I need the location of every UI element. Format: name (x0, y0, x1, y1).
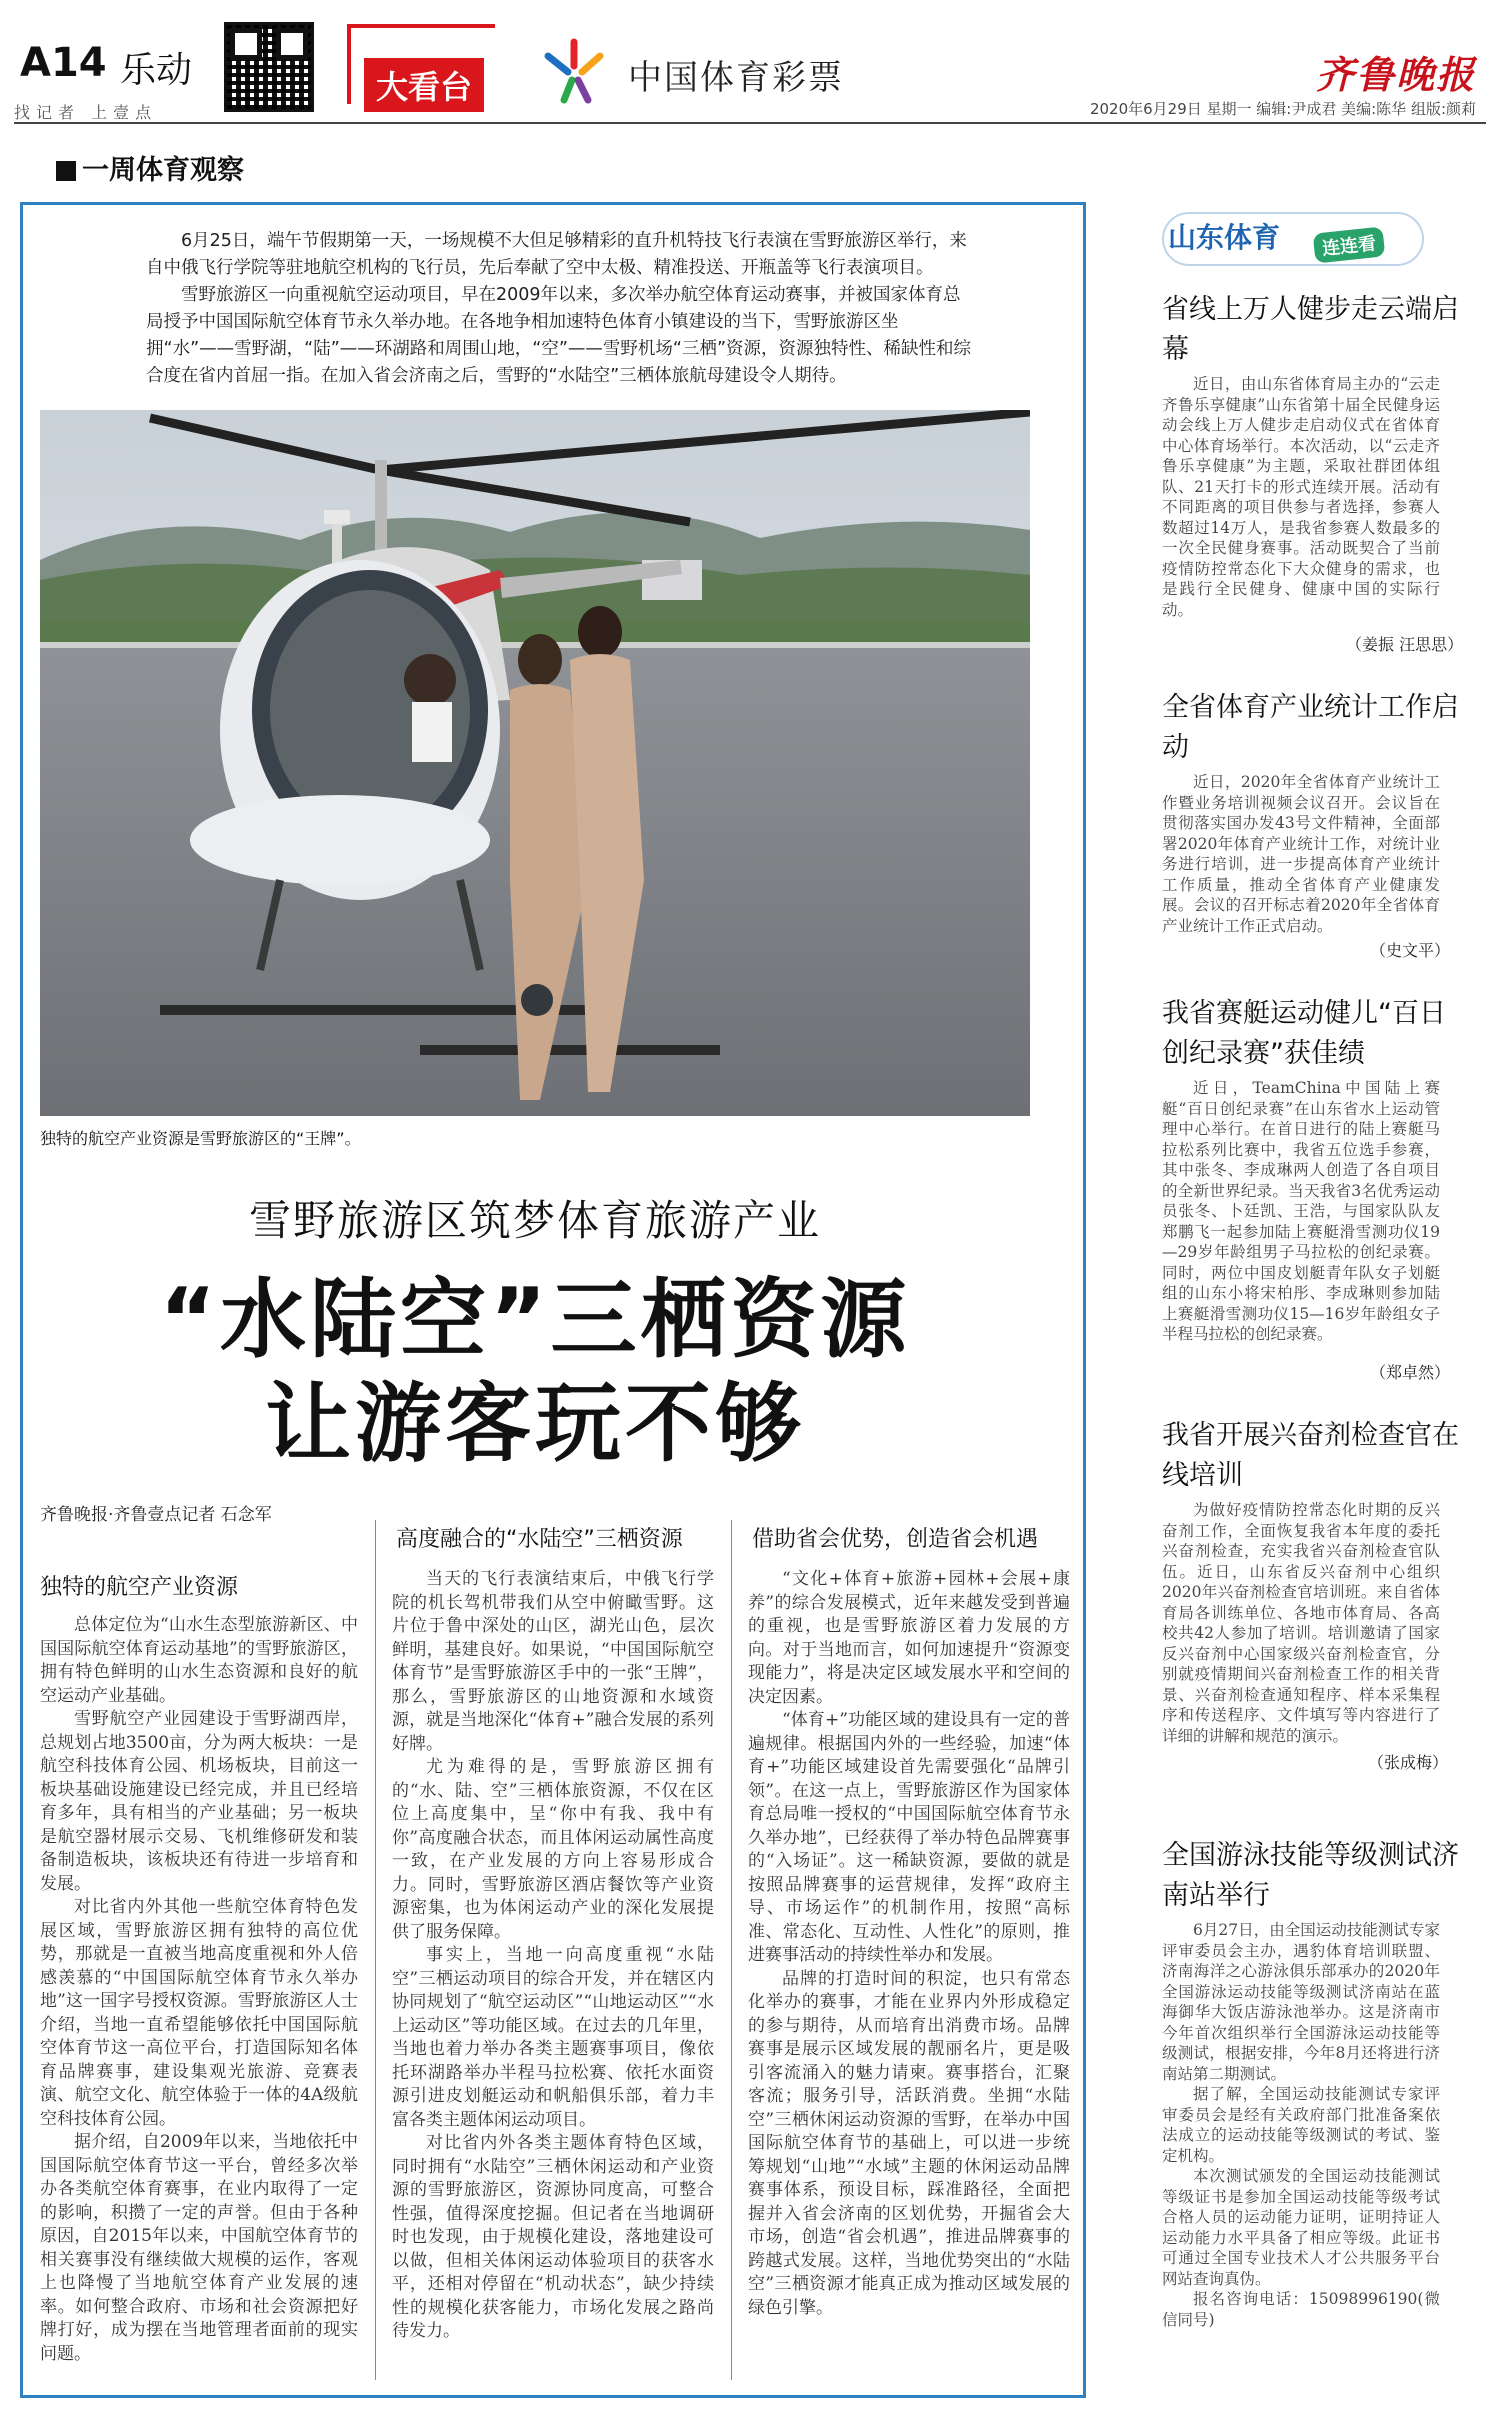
brief-title: 全国游泳技能等级测试济南站举行 (1162, 1840, 1459, 1911)
brief-body (1162, 374, 1440, 620)
col3-paragraph: 品牌的打造时间的积淀，也只有常态化举办的赛事，才能在业界内外形成稳定的参与期待，从而培育出消费市场。品牌赛事是展示区域发展的靓丽名片，更是吸引客流涌入的魅力请柬。赛事搭台，汇聚客流；服务引导，活跃消费。坐拥“水陆空”三栖休闲运动资源的雪野，在举办中国国际航空体育节的基础上，可以进一步统筹规划“山地”“水域”主题的休闲运动品牌赛事体系，预设目标，踩准路径，全面把握并入省会济南的区划优势，开掘省会大市场，创造“省会机遇”，推进品牌赛事的跨越式发展。这样，当地优势突出的“水陆空”三栖资源才能真正成为推动区域发展的绿色引擎。 (748, 1968, 1070, 2318)
headline-line-2: 让游客玩不够 (265, 1374, 805, 1474)
qr-code-icon[interactable] (224, 22, 314, 112)
col1-title: 独特的航空产业资源 (40, 1575, 239, 1600)
brief-title: 省线上万人健步走云端启幕 (1162, 294, 1459, 365)
sidebar-tag (1162, 212, 1424, 268)
col2-body (392, 1568, 714, 2344)
col1-paragraph: 雪野航空产业园建设于雪野湖西岸，总规划占地3500亩，分为两大板块：一是航空科技体育公园、机场板块，目前这一板块基础设施建设已经完成，并且已经培育多年，具有相当的产业基础；另一板块是航空器材展示交易、飞机维修研发和装备制造板块，该板块还有待进一步培育和发展。 (40, 1709, 358, 1894)
qr-caption: 找记者 上壹点 (14, 103, 158, 122)
column-rule (375, 1520, 376, 2380)
masthead-divider (14, 122, 1486, 124)
col1-body (40, 1614, 358, 2366)
section-name: 乐动 (120, 50, 193, 91)
col1-paragraph: 对比省内外其他一些航空体育特色发展区域，雪野旅游区拥有独特的高位优势，那就是一直被当地高度重视和外人倍感羡慕的“中国国际航空体育节永久举办地”这一国字号授权资源。雪野旅游区人士介绍，当地一直希望能够依托中国国际航空体育节这一高位平台，打造国际知名体育品牌赛事，建设集观光旅游、竞赛表演、航空文化、航空体验于一体的4A级航空科技体育公园。 (40, 1897, 358, 2129)
sidebar-tag-sub: 连连看 (1313, 226, 1386, 263)
col2-paragraph: 当天的飞行表演结束后，中俄飞行学院的机长驾机带我们从空中俯瞰雪野。这片位于鲁中深处的山区，湖光山色，层次鲜明，基建良好。如果说，“中国国际航空体育节”是雪野旅游区手中的一张“王牌”，那么，雪野旅游区的山地资源和水域资源，就是当地深化“体育+”融合发展的系列好牌。 (392, 1569, 714, 1754)
sub-headline: 雪野旅游区筑梦体育旅游产业 (248, 1196, 821, 1245)
dateline: 2020年6月29日 星期一 编辑:尹成君 美编:陈华 组版:颜莉 (1089, 100, 1476, 118)
brief-author: （郑卓然） (1370, 1363, 1451, 1382)
col2-paragraph: 对比省内外各类主题体育特色区域，同时拥有“水陆空”三栖休闲运动和产业资源的雪野旅游区，资源协同度高，可整合性强，值得深度挖掘。但记者在当地调研时也发现，由于规模化建设，落地建设可以做，但相关体闲运动体验项目的获客水平，还相对停留在“机动状态”，缺少持续性的规模化获客能力，市场化发展之路尚待发力。 (392, 2133, 714, 2341)
brief-body (1162, 1920, 1440, 2330)
lottery-name: 中国体育彩票 (628, 58, 844, 98)
brief-author: （张成梅） (1368, 1753, 1449, 1772)
brief-body (1162, 772, 1440, 936)
intro-paragraph: 6月25日，端午节假期第一天，一场规模不大但足够精彩的直升机特技飞行表演在雪野旅游区举行，来自中俄飞行学院等驻地航空机构的飞行员，先后奉献了空中太极、精准投送、开瓶盖等飞行表演项目。 (146, 231, 967, 278)
brief-title: 我省开展兴奋剂检查官在线培训 (1162, 1420, 1459, 1491)
brief-paragraph: 本次测试颁发的全国运动技能测试等级证书是参加全国运动技能等级考试合格人员的运动能力证明，证明持证人运动能力水平具备了相应等级。此证书可通过全国专业技术人才公共服务平台网站查询真伪。 (1162, 2167, 1440, 2288)
col3-paragraph: “文化+体育+旅游+园林+会展+康养”的综合发展模式，近年来越发受到普遍的重视，也是雪野旅游区着力发展的方向。对于当地而言，如何加速提升“资源变现能力”，将是决定区域发展水平和空间的决定因素。 (748, 1569, 1070, 1707)
intro-paragraph: 雪野旅游区一向重视航空运动项目，早在2009年以来，多次举办航空体育运动赛事，并被国家体育总局授予中国国际航空体育节永久举办地。在各地争相加速特色体育小镇建设的当下，雪野旅游区坐拥“水”——雪野湖，“陆”——环湖路和周围山地，“空”——雪野机场“三栖”资源，资源独特性、稀缺性和综合度在省内首屈一指。在加入省会济南之后，雪野的“水陆空”三栖体旅航母建设令人期待。 (146, 285, 972, 386)
masthead (14, 20, 1486, 130)
brief-paragraph: 近日，TeamChina中国陆上赛艇“百日创纪录赛”在山东省水上运动管理中心举行。在首日进行的陆上赛艇马拉松系列比赛中，我省五位选手参赛，其中张冬、李成琳两人创造了各自项目的全新世界纪录。当天我省3名优秀运动员张冬、卜廷凯、王浩，与国家队队友郑鹏飞一起参加陆上赛艇滑雪测功仪19—29岁年龄组男子马拉松的创纪录赛。同时，两位中国皮划艇青年队女子划艇组的山东小将宋柏彤、李成琳则参加陆上赛艇滑雪测功仪15—16岁年龄组女子半程马拉松的创纪录赛。 (1162, 1079, 1440, 1343)
feature-intro (146, 228, 976, 390)
column-banner: 大看台 (364, 58, 484, 112)
column-rule (731, 1520, 732, 2380)
brief-paragraph: 近日，由山东省体育局主办的“云走齐鲁乐享健康”山东省第十届全民健身运动会线上万人健步走启动仪式在省体育中心体育场举行。本次活动，以“云走齐鲁乐享健康”为主题，采取社群团体组队、21天打卡的形式连续开展。活动有不同距离的项目供参与者选择，参赛人数超过14万人，是我省参赛人数最多的一次全民健身赛事。活动既契合了当前疫情防控常态化下大众健身的需求，也是践行全民健身、健康中国的实际行动。 (1162, 375, 1440, 619)
col2-paragraph: 尤为难得的是，雪野旅游区拥有的“水、陆、空”三栖体旅资源，不仅在区位上高度集中，呈“你中有我、我中有你”高度融合状态，而且体闲运动属性高度一致，在产业发展的方向上容易形成合力。同时，雪野旅游区酒店餐饮等产业资源密集，也为体闲运动产业的深化发展提供了服务保障。 (392, 1757, 714, 1942)
square-bullet-icon (56, 161, 76, 181)
brief-author: （姜振 汪思思） (1346, 635, 1464, 654)
col1-paragraph: 据介绍，自2009年以来，当地依托中国国际航空体育节这一平台，曾经多次举办各类航空体育赛事，在业内取得了一定的影响，积攒了一定的声誉。但由于各种原因，自2015年以来，中国航空体育节的相关赛事没有继续做大规模的运作，客观上也降慢了当地航空体育产业发展的速率。如何整合政府、市场和社会资源把好牌打好，成为摆在当地管理者面前的现实问题。 (40, 2132, 358, 2364)
brief-paragraph: 报名咨询电话：15098996190(微信同号) (1162, 2290, 1440, 2329)
brief-title: 全省体育产业统计工作启动 (1162, 692, 1459, 763)
col2-title: 高度融合的“水陆空”三栖资源 (396, 1527, 683, 1552)
brief-author: （史文平） (1370, 941, 1451, 960)
photo-caption: 独特的航空产业资源是雪野旅游区的“王牌”。 (40, 1129, 361, 1148)
sidebar-tag-main: 山东体育 (1168, 221, 1281, 254)
column-title-text: 一周体育观察 (82, 155, 244, 186)
page-number: A14 (20, 40, 107, 86)
col3-paragraph: “体育+”功能区域的建设具有一定的普遍规律。根据国内外的一些经验，加速“体育+”功能区域建设首先需要强化“品牌引领”。在这一点上，雪野旅游区作为国家体育总局唯一授权的“中国国际航空体育节永久举办地”，已经获得了举办特色品牌赛事的“入场证”。这一稀缺资源，要做的就是按照品牌赛事的运营规律，发挥“政府主导、市场运作”的机制作用，按照“高标准、常态化、互动性、人性化”的原则，推进赛事活动的持续性举办和发展。 (748, 1710, 1070, 1965)
col3-body (748, 1568, 1070, 2320)
headline-line-1: “水陆空”三栖资源 (159, 1270, 911, 1370)
sports-lottery-logo-icon (534, 34, 614, 114)
brief-paragraph: 据了解，全国运动技能测试专家评审委员会是经有关政府部门批准备案依法成立的运动技能等级测试的考试、鉴定机构。 (1162, 2085, 1440, 2165)
brief-title: 我省赛艇运动健儿“百日创纪录赛”获佳绩 (1162, 998, 1446, 1069)
brief-body (1162, 1078, 1440, 1345)
col1-paragraph: 总体定位为“山水生态型旅游新区、中国国际航空体育运动基地”的雪野旅游区，拥有特色鲜明的山水生态资源和良好的航空运动产业基础。 (40, 1615, 358, 1706)
column-title (56, 148, 244, 187)
brief-paragraph: 为做好疫情防控常态化时期的反兴奋剂工作，全面恢复我省本年度的委托兴奋剂检查，充实我省兴奋剂检查官队伍。近日，山东省反兴奋剂中心组织2020年兴奋剂检查官培训班。来自省体育局各训练单位、各地市体育局、各高校共42人参加了培训。培训邀请了国家反兴奋剂中心国家级兴奋剂检查官，分别就疫情期间兴奋剂检查工作的相关背景、兴奋剂检查通知程序、样本采集程序和传送程序、文件填写等内容进行了详细的讲解和规范的演示。 (1162, 1501, 1440, 1745)
col2-paragraph: 事实上，当地一向高度重视“水陆空”三栖运动项目的综合开发，并在辖区内协同规划了“航空运动区”“山地运动区”“水上运动区”等功能区域。在过去的几年里，当地也着力举办各类主题赛事项目，像依托环湖路举办半程马拉松赛、依托水面资源引进皮划艇运动和帆船俱乐部，着力丰富各类主题体闲运动项目。 (392, 1945, 714, 2130)
brief-paragraph: 6月27日，由全国运动技能测试专家评审委员会主办，遇豹体育培训联盟、济南海洋之心游泳俱乐部承办的2020年全国游泳运动技能等级测试济南站在蓝海御华大饭店游泳池举办。这是济南市今年首次组织举行全国游泳运动技能等级测试，根据安排，今年8月还将进行济南站第二期测试。 (1162, 1921, 1440, 2083)
brief-body (1162, 1500, 1440, 1746)
brief-paragraph: 近日，2020年全省体育产业统计工作暨业务培训视频会议召开。会议旨在贯彻落实国办发43号文件精神，全面部署2020年体育产业统计工作，对统计业务进行培训，进一步提高体育产业统计工作质量，推动全省体育产业健康发展。会议的召开标志着2020年全省体育产业统计工作正式启动。 (1162, 773, 1440, 935)
col3-title: 借助省会优势，创造省会机遇 (752, 1527, 1039, 1552)
helicopter-photo (40, 410, 1030, 1116)
newspaper-logo: 齐鲁晚报 (1315, 52, 1476, 97)
byline: 齐鲁晚报·齐鲁壹点记者 石念军 (40, 1505, 272, 1525)
